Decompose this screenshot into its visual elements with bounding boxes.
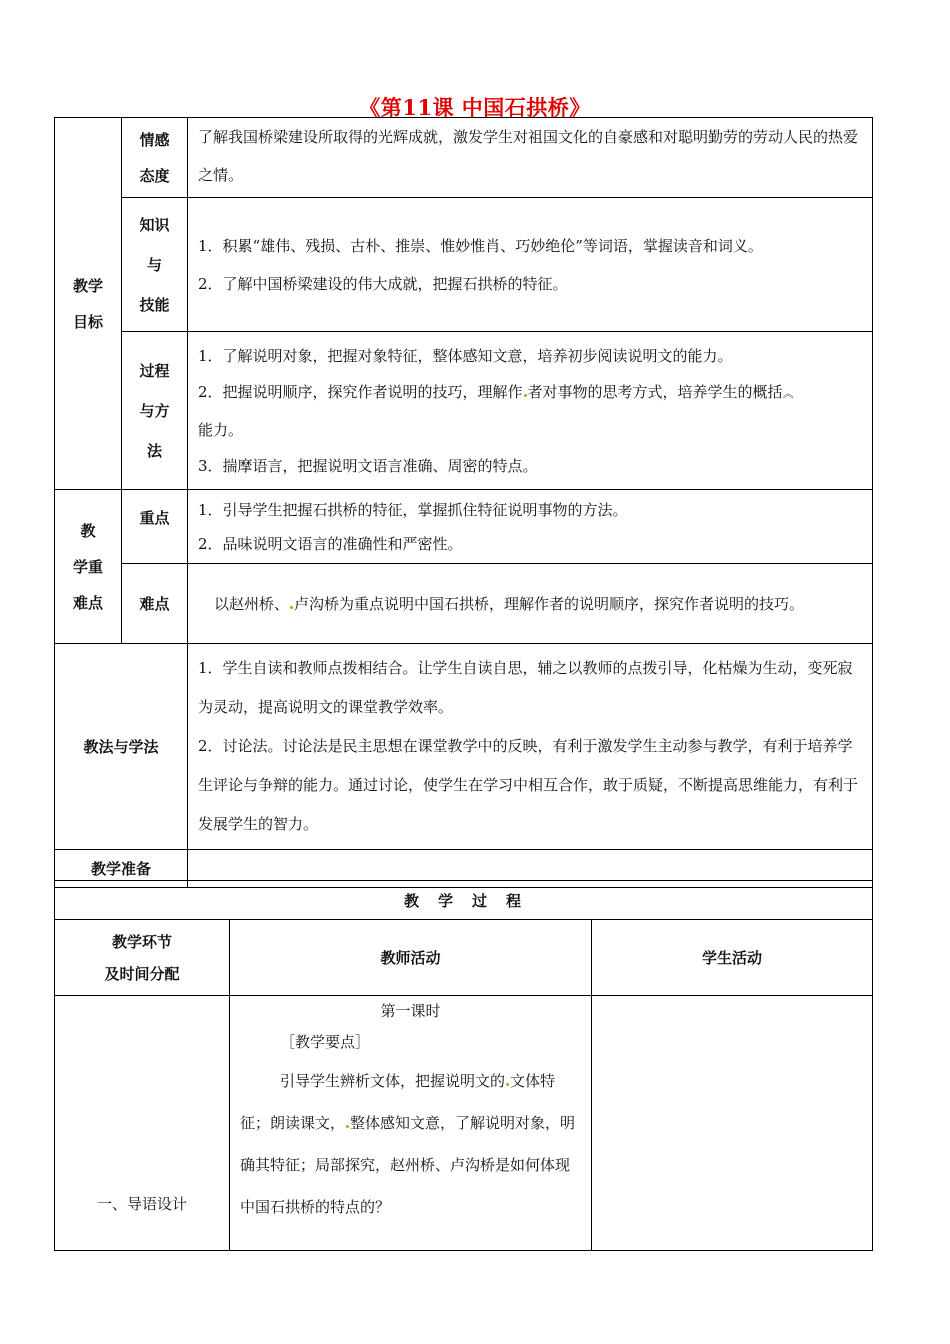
process-item-3: 3．揣摩语言，把握说明文语言准确、周密的特点。: [198, 456, 538, 475]
methods-content: [188, 644, 873, 850]
emotion-label-line2: 态度: [139, 166, 170, 185]
annotation-dot: [506, 1083, 509, 1086]
student-activity-cell: [592, 996, 873, 1251]
prep-label-cell: 教学准备: [55, 850, 188, 888]
process-label-line1: 过程: [139, 361, 170, 380]
focus-label-line2: 学重: [72, 557, 103, 576]
knowledge-item-2: 2．了解中国桥梁建设的伟大成就，把握石拱桥的特征。: [198, 274, 568, 293]
knowledge-label-line2: 与: [146, 255, 162, 274]
process-content: [188, 332, 873, 490]
knowledge-item-1: 1．积累“雄伟、残损、古朴、推崇、惟妙惟肖、巧妙绝伦”等词语，掌握读音和词义。: [198, 236, 763, 255]
key-content: [188, 490, 873, 564]
process-item-2-cont: 能力。: [198, 420, 244, 439]
knowledge-label-cell: [122, 198, 188, 332]
emotion-label-line1: 情感: [139, 130, 170, 149]
process-label-cell: [122, 332, 188, 490]
difficult-text: 以赵州桥、 卢沟桥为重点说明中国石拱桥，理解作者的说明顺序，探究作者说明的技巧。: [214, 594, 805, 613]
process-label-line3: 法: [146, 441, 162, 460]
annotation-dot: [346, 1125, 349, 1128]
stage-column-header: 教学环节 及时间分配: [55, 920, 230, 996]
process-header: 教 学 过 程: [55, 881, 873, 920]
annotation-dot: [290, 606, 293, 609]
methods-item-2: 2．讨论法。讨论法是民主思想在课堂教学中的反映，有利于激发学生主动参与教学，有利于培养学生评论与争辩的能力。通过讨论，使学生在学习中相互合作，敢于质疑，不断提高思维能力，有利于发展学生的智力。: [198, 737, 859, 833]
goals-label-line2: 目标: [72, 312, 103, 331]
teacher-activity-text: 引导学生辨析文体，把握说明文的 文体特征；朗读课文， 整体感知文意，了解说明对象，明确其特征；局部探究，赵州桥、卢沟桥是如何体现中国石拱桥的特点的？: [240, 1072, 576, 1216]
objectives-table: [54, 117, 873, 888]
key-item-1: 1．引导学生把握石拱桥的特征，掌握抓住特征说明事物的方法。: [198, 500, 628, 519]
focus-label-line3: 难点: [72, 593, 103, 612]
methods-item-1: 1．学生自读和教师点拨相结合。让学生自读自思，辅之以教师的点拨引导，化枯燥为生动，变死寂为灵动，提高说明文的课堂教学效率。: [198, 659, 853, 716]
process-label-line2: 与方: [139, 401, 170, 420]
difficult-label-cell: 难点: [122, 564, 188, 644]
process-item-1: 1．了解说明对象，把握对象特征，整体感知文意，培养初步阅读说明文的能力。: [198, 346, 733, 365]
knowledge-label-line3: 技能: [139, 295, 170, 314]
key-label-cell: 重点: [122, 490, 188, 564]
stage-cell: 一、导语设计: [55, 996, 230, 1251]
caret-mark-icon: ︽: [782, 386, 794, 400]
teacher-activity-cell: [230, 996, 592, 1251]
emotion-label-cell: [122, 118, 188, 198]
difficult-content: [188, 564, 873, 644]
emotion-content: [188, 118, 873, 198]
points-label: ［教学要点］: [280, 1033, 371, 1051]
annotation-dot: [524, 394, 527, 397]
process-table: [54, 880, 873, 1251]
process-item-2: 2．把握说明顺序，探究作者说明的技巧，理解作 者对事物的思考方式，培养学生的概括︽: [198, 382, 794, 401]
page-title: 《第11课 中国石拱桥》: [359, 95, 591, 120]
methods-label-cell: 教法与学法: [55, 644, 188, 850]
lesson-label: 第一课时: [380, 1002, 441, 1020]
knowledge-content: [188, 198, 873, 332]
emotion-text: 了解我国桥梁建设所取得的光辉成就，激发学生对祖国文化的自豪感和对聪明勤劳的劳动人民的热爱之情。: [198, 128, 859, 184]
key-item-2: 2．品味说明文语言的准确性和严密性。: [198, 534, 463, 553]
knowledge-label-line1: 知识: [139, 215, 170, 234]
focus-label-cell: [55, 490, 122, 644]
goals-label-cell: [55, 118, 122, 490]
goals-label-line1: 教学: [72, 276, 103, 295]
teacher-column-header: 教师活动: [230, 920, 592, 996]
student-column-header: 学生活动: [592, 920, 873, 996]
focus-label-line1: 教: [80, 521, 96, 540]
